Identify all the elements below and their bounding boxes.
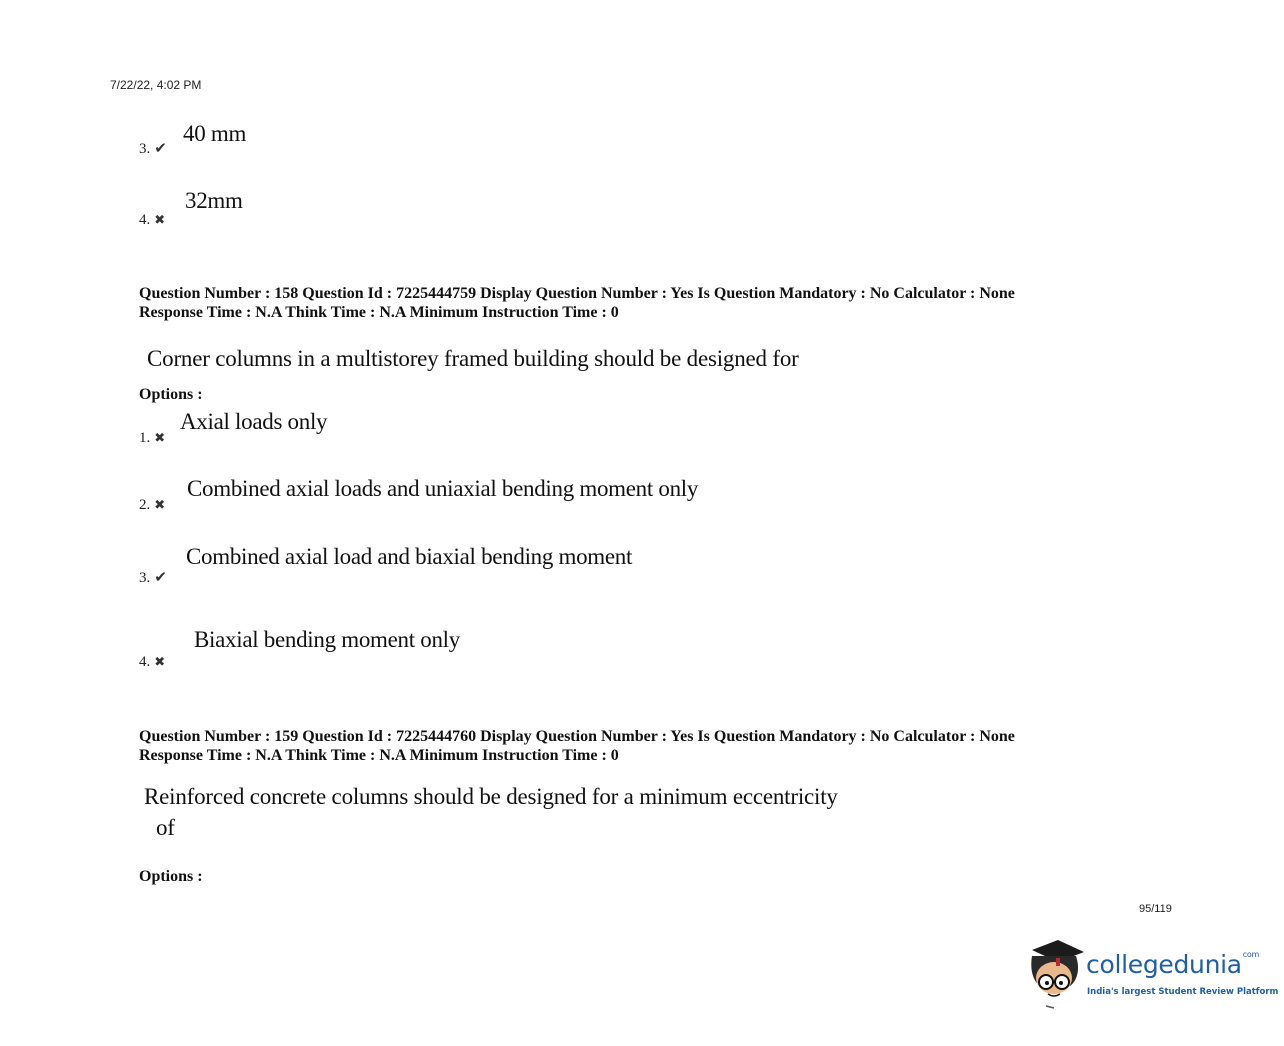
question-meta-line1: Question Number : 158 Question Id : 7225444759 Display Question Number : Yes Is Question Mandatory : No Calculator : None xyxy=(139,285,1015,302)
option-number: 3. xyxy=(139,141,151,157)
correct-check-icon: ✔ xyxy=(154,141,167,157)
option-number: 1. xyxy=(139,430,151,446)
wrong-cross-icon: ✖ xyxy=(154,212,166,227)
option-text: Combined axial loads and uniaxial bending moment only xyxy=(187,476,699,501)
brand-name xyxy=(1086,950,1259,979)
question-text xyxy=(144,781,838,843)
correct-check-icon: ✔ xyxy=(154,570,167,586)
print-timestamp: 7/22/22, 4:02 PM xyxy=(110,78,202,92)
option-row xyxy=(139,653,165,671)
options-label: Options : xyxy=(139,868,203,885)
question-text: Corner columns in a multistorey framed building should be designed for xyxy=(147,346,799,371)
option-number: 3. xyxy=(139,570,151,586)
option-text: 40 mm xyxy=(183,121,247,146)
question-meta-line2: Response Time : N.A Think Time : N.A Minimum Instruction Time : 0 xyxy=(139,304,619,321)
option-text: Combined axial load and biaxial bending moment xyxy=(186,544,633,569)
option-text: 32mm xyxy=(185,188,243,213)
options-label: Options : xyxy=(139,386,203,403)
option-number: 4. xyxy=(139,654,151,670)
option-row xyxy=(139,429,165,447)
option-number: 2. xyxy=(139,497,151,513)
question-meta xyxy=(139,284,1015,322)
question-meta xyxy=(139,727,1015,765)
brand-suffix: com xyxy=(1242,950,1259,959)
wrong-cross-icon: ✖ xyxy=(154,497,166,512)
wrong-cross-icon: ✖ xyxy=(154,430,166,445)
question-meta-line2: Response Time : N.A Think Time : N.A Minimum Instruction Time : 0 xyxy=(139,747,619,764)
question-meta-line1: Question Number : 159 Question Id : 7225444760 Display Question Number : Yes Is Question Mandatory : No Calculator : None xyxy=(139,728,1015,745)
option-row xyxy=(139,211,165,229)
brand-tagline: India's largest Student Review Platform xyxy=(1087,987,1279,997)
option-text: Axial loads only xyxy=(180,409,328,434)
option-number: 4. xyxy=(139,212,151,228)
option-text: Biaxial bending moment only xyxy=(194,627,460,652)
wrong-cross-icon: ✖ xyxy=(154,654,166,669)
option-row xyxy=(139,139,167,158)
option-row xyxy=(139,568,167,587)
option-row xyxy=(139,496,165,514)
page-number: 95/119 xyxy=(1139,903,1172,915)
question-text-line2: of xyxy=(156,815,175,840)
question-text-line1: Reinforced concrete columns should be designed for a minimum eccentricity xyxy=(144,784,838,809)
brand-text: collegedunia xyxy=(1086,950,1242,979)
